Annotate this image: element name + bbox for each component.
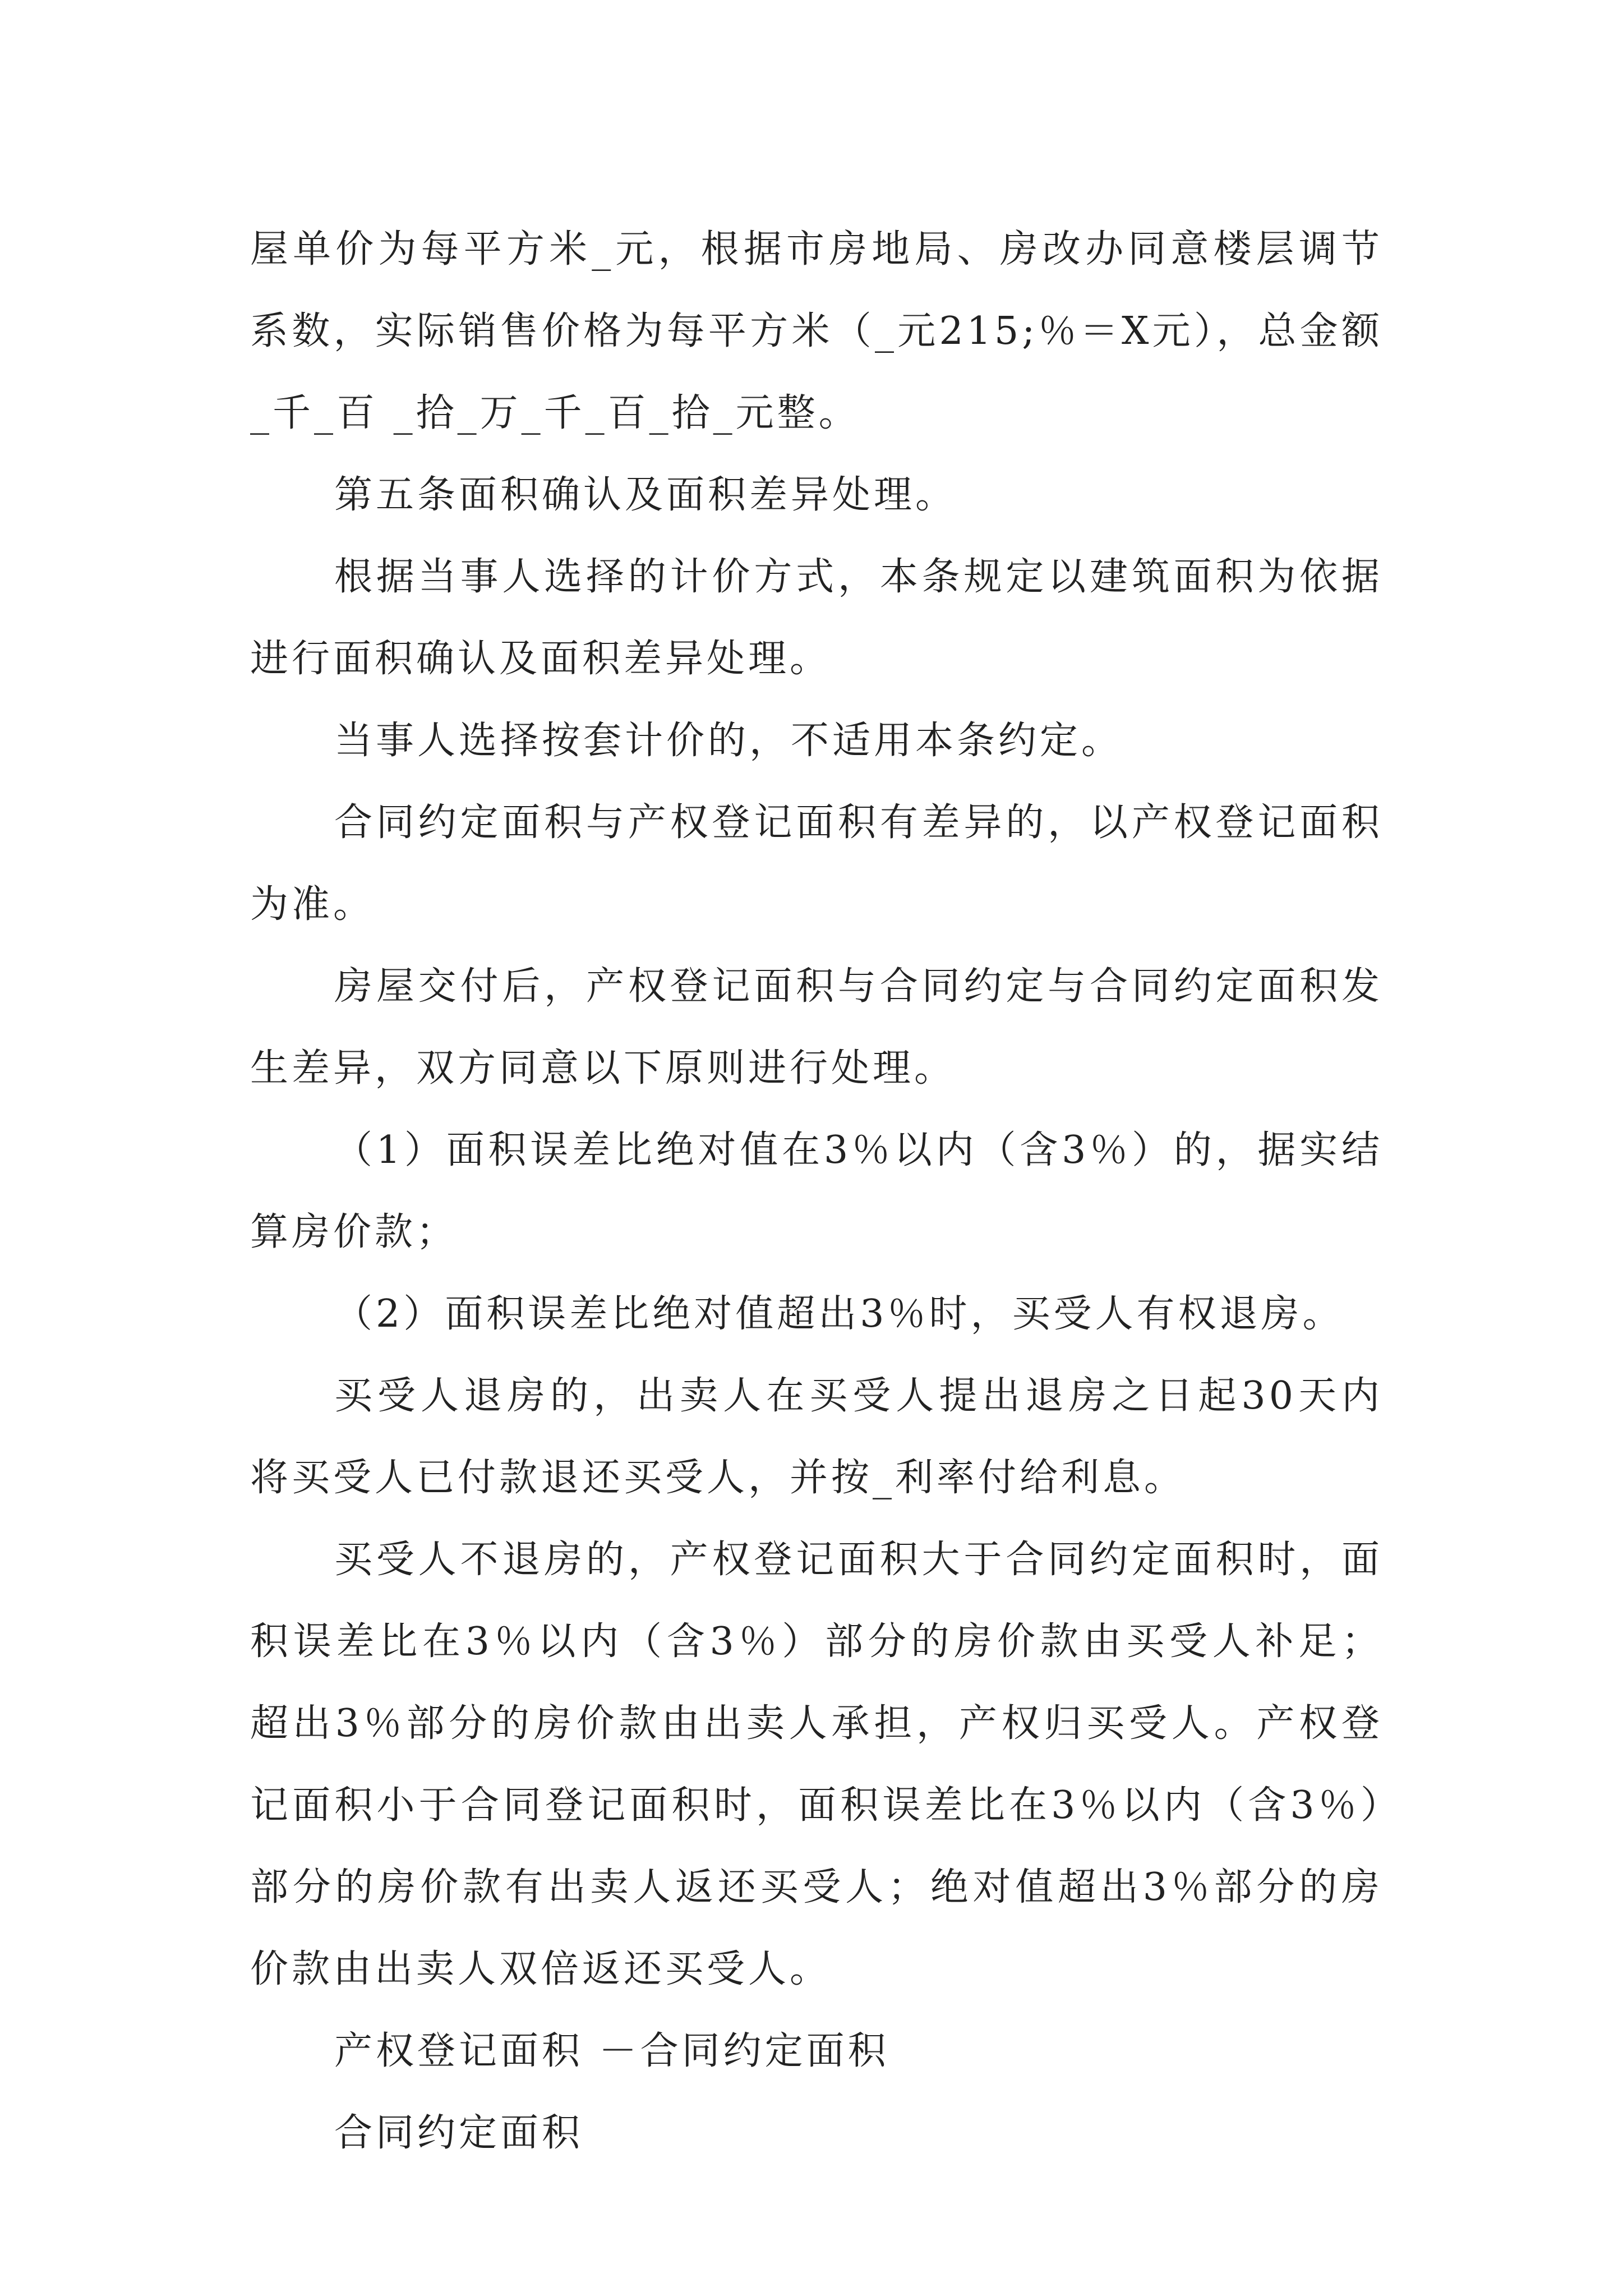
- registration-standard-paragraph: 合同约定面积与产权登记面积有差异的，以产权登记面积为准。: [250, 800, 1383, 927]
- formula-denominator-text: 合同约定面积: [334, 2111, 584, 2155]
- rule-1-paragraph: （1）面积误差比绝对值在3％以内（含3％）的，据实结算房价款；: [250, 1128, 1383, 1254]
- price-clause-paragraph: 屋单价为每平方米_元，根据市房地局、房改办同意楼层调节系数，实际销售价格为每平方米（_元215;％＝X元），总金额 _千_百 _拾_万_千_百_拾_元整。: [250, 227, 1383, 435]
- article-5-title: 第五条面积确认及面积差异处理。: [334, 473, 957, 517]
- document-body: [250, 209, 1383, 2174]
- non-refund-clause-paragraph: 买受人不退房的，产权登记面积大于合同约定面积时，面积误差比在3％以内（含3％）部分的房价款由买受人补足；超出3％部分的房价款由出卖人承担，产权归买受人。产权登记面积小于合同登记面积时，面积误差比在3％以内（含3％）部分的房价款有出卖人返还买受人；绝对值超出3％部分的房价款由出卖人双倍返还买受人。: [250, 1538, 1384, 1991]
- refund-clause-paragraph: 买受人退房的，出卖人在买受人提出退房之日起30天内将买受人已付款退还买受人，并按_利率付给利息。: [250, 1374, 1383, 1500]
- article-5-basis-paragraph: 根据当事人选择的计价方式，本条规定以建筑面积为依据进行面积确认及面积差异处理。: [250, 555, 1383, 681]
- post-delivery-paragraph: 房屋交付后，产权登记面积与合同约定与合同约定面积发生差异，双方同意以下原则进行处理。: [250, 964, 1383, 1091]
- rule-2-paragraph: （2）面积误差比绝对值超出3％时，买受人有权退房。: [334, 1292, 1344, 1336]
- formula-numerator-text: 产权登记面积 －合同约定面积: [334, 2029, 889, 2073]
- package-price-paragraph: 当事人选择按套计价的，不适用本条约定。: [334, 719, 1123, 763]
